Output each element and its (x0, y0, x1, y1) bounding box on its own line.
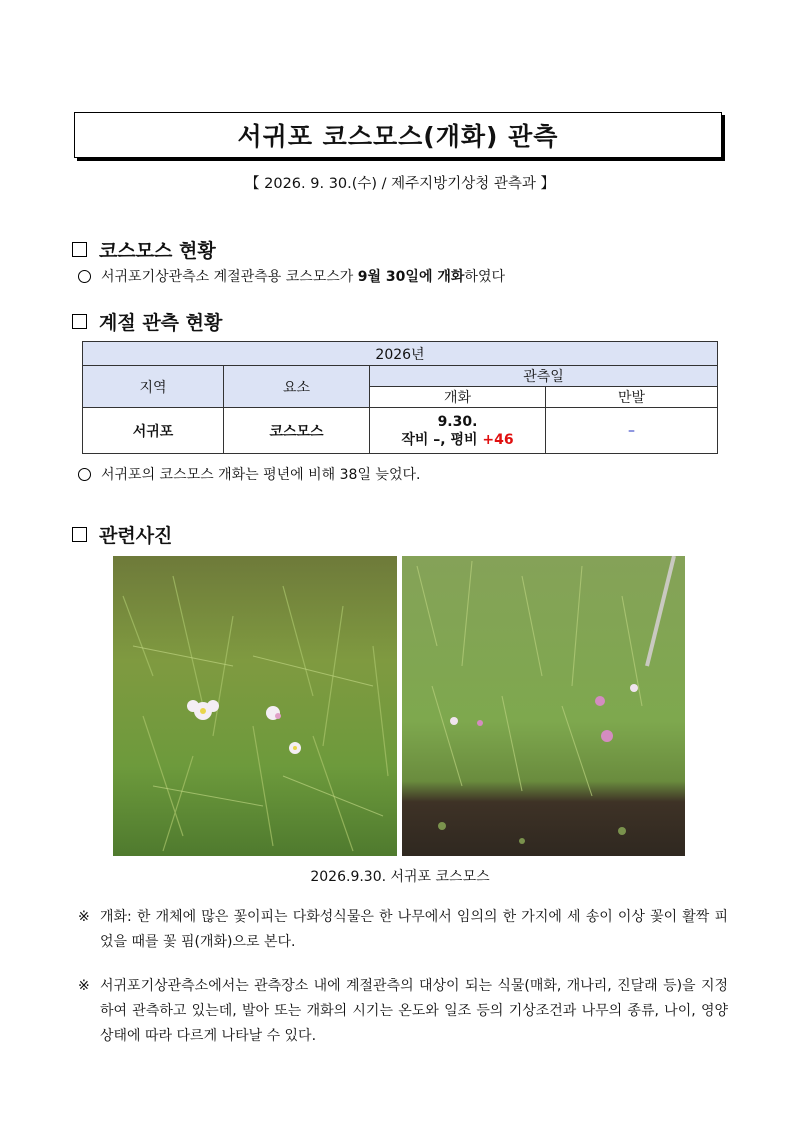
section-heading-text: 코스모스 현황 (99, 240, 216, 262)
bullet-text: 서귀포의 코스모스 개화는 평년에 비해 38일 늦었다. (101, 467, 421, 483)
table-row-year (83, 342, 718, 366)
section-heading-photos (72, 521, 172, 548)
reference-mark: ※ (78, 909, 90, 925)
table-row-header (83, 366, 718, 387)
col-element: 요소 (224, 366, 370, 408)
bullet-bloom-date (78, 266, 505, 286)
col-region: 지역 (83, 366, 224, 408)
section-heading-text: 관련사진 (99, 525, 173, 547)
section-heading-cosmos-status (72, 236, 216, 263)
bullet-delay (78, 464, 420, 484)
cosmos-photo-2 (402, 556, 685, 856)
note-text: 서귀포기상관측소에서는 관측장소 내에 계절관측의 대상이 되는 식물(매화, 개나리, 진달래 등)을 지정하여 관측하고 있는데, 발아 또는 개화의 시기는 온도와 일조 등의 기상조건과 나무의 종류, 나이, 영양상태에 따라 다르게 나타날 수 있다. (100, 978, 728, 1044)
bullet-text-post: 하였다 (464, 269, 505, 285)
cell-element: 코스모스 (224, 408, 370, 454)
square-bullet-icon (72, 527, 87, 542)
bullet-bloom: 개화 (437, 269, 465, 285)
note-text: 개화: 한 개체에 많은 꽃이피는 다화성식물은 한 나무에서 임의의 한 가지에 세 송이 이상 꽃이 활짝 피었을 때를 꽃 핌(개화)으로 본다. (100, 909, 728, 950)
page-title: 서귀포 코스모스(개화) 관측 (237, 122, 559, 151)
cell-region: 서귀포 (83, 408, 224, 454)
section-heading-seasonal-obs (72, 308, 222, 335)
square-bullet-icon (72, 314, 87, 329)
cell-bloom (370, 408, 546, 454)
bullet-text (101, 266, 505, 286)
bullet-date: 9월 30일 (357, 269, 419, 285)
observation-table (82, 341, 718, 454)
table-year: 2026년 (83, 342, 718, 366)
photo-caption: 2026.9.30. 서귀포 코스모스 (310, 869, 490, 885)
bullet-mid: 에 (418, 269, 438, 285)
cosmos-photo-1-image (113, 556, 397, 856)
cell-full-bloom: – (546, 408, 718, 454)
col-bloom: 개화 (370, 387, 546, 408)
col-obs-date: 관측일 (370, 366, 718, 387)
note-bloom-definition (78, 905, 728, 955)
cosmos-photo-1 (113, 556, 397, 856)
cosmos-photo-2-image (402, 556, 685, 856)
cell-bloom-compare (370, 431, 545, 449)
cell-bloom-date: 9.30. (437, 413, 478, 430)
note-observation-method (78, 974, 728, 1049)
table-row (83, 408, 718, 454)
bullet-text-pre: 서귀포기상관측소 계절관측용 코스모스가 (101, 269, 358, 285)
bloom-compare-text: 작비 –, 평비 (401, 431, 483, 448)
reference-mark: ※ (78, 978, 90, 994)
circle-bullet-icon (78, 270, 91, 283)
title-box (74, 112, 722, 158)
section-heading-text: 계절 관측 현황 (99, 312, 223, 334)
bloom-diff-value: +46 (482, 431, 514, 448)
circle-bullet-icon (78, 468, 91, 481)
square-bullet-icon (72, 242, 87, 257)
subtitle: 【 2026. 9. 30.(수) / 제주지방기상청 관측과 】 (245, 176, 555, 192)
col-full-bloom: 만발 (546, 387, 718, 408)
